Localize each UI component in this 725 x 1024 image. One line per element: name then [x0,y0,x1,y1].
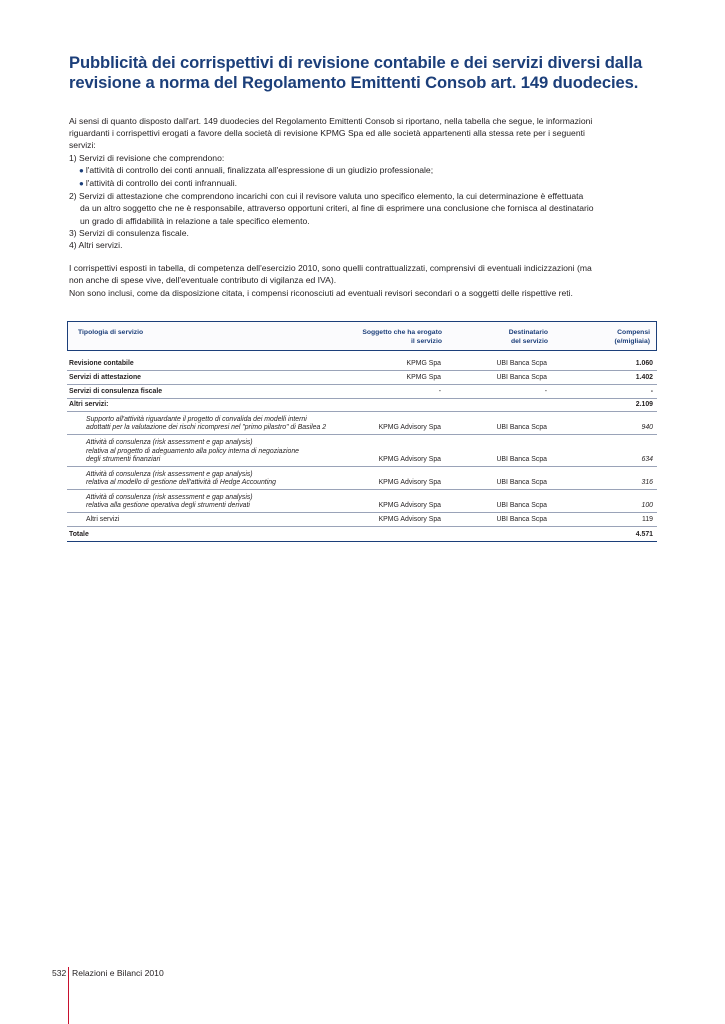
page-footer [52,968,164,978]
cell-destinatario: UBI Banca Scpa [496,479,547,487]
cell-compenso: 316 [641,479,653,487]
cell-destinatario: UBI Banca Scpa [496,516,547,524]
cell-tipologia [69,401,108,409]
cell-soggetto: KPMG Spa [406,374,441,382]
intro-paragraph-line: Ai sensi di quanto disposto dall'art. 149 duodecies del Regolamento Emittenti Consob si riportano, nella tabella che segue, le informazioni [69,116,593,126]
cell-destinatario: UBI Banca Scpa [496,456,547,464]
table-row [67,399,657,412]
cell-tipologia-line: Supporto all'attività riguardante il progetto di convalida dei modelli interni [86,415,307,423]
notes-paragraph-line: I corrispettivi esposti in tabella, di competenza dell'esercizio 2010, sono quelli contrattualizzati, comprensivi di eventuali indicizzazioni (ma [69,263,592,274]
intro-text [69,115,659,299]
cell-tipologia [86,471,386,488]
cell-tipologia-line: relativa al progetto di adeguamento alla policy interna di negoziazione [86,447,299,455]
page-number: 532 [52,968,67,978]
bullet-icon: ● [79,179,84,189]
cell-soggetto: KPMG Advisory Spa [378,424,441,432]
cell-tipologia-line: Servizi di consulenza fiscale [69,388,163,396]
bullet-text: l'attività di controllo dei conti annuali, finalizzata all'espressione di un giudizio professionale; [85,164,434,175]
header-soggetto-line-2: il servizio [411,338,442,345]
header-destinatario [488,328,548,346]
cell-soggetto: - [438,388,441,396]
intro-paragraph-line: servizi: [69,140,96,151]
table-total-row [67,527,657,542]
cell-compenso: 2.109 [635,401,653,409]
cell-tipologia [86,516,386,524]
cell-soggetto: KPMG Spa [406,360,441,368]
header-compensi-line-2: (e/migliaia) [614,338,650,345]
cell-compenso: 940 [641,424,653,432]
list-item-3: 3) Servizi di consulenza fiscale. [69,227,189,238]
table-row [67,371,657,385]
bullet-item [69,164,659,177]
cell-tipologia-line: degli strumenti finanziari [86,456,161,464]
table-row [67,490,657,513]
cell-soggetto: KPMG Advisory Spa [378,502,441,510]
cell-soggetto: KPMG Advisory Spa [378,456,441,464]
table-row [67,513,657,527]
table-body [67,357,657,542]
header-tipologia: Tipologia di servizio [78,329,144,336]
list-item-2-cont: da un altro soggetto che ne è responsabile, attraverso opportuni criteri, al fine di esprimere una conclusione che fornisca al destinatario [80,203,594,214]
cell-tipologia-line: Altri servizi [86,516,120,524]
cell-compenso: 1.060 [635,360,653,368]
header-compensi-line-1: Compensi [617,329,650,336]
cell-tipologia [69,374,141,382]
cell-compenso: 634 [641,456,653,464]
cell-destinatario: UBI Banca Scpa [496,424,547,432]
table-row [67,385,657,399]
cell-tipologia-line: relativa alla gestione operativa degli strumenti derivati [86,502,250,510]
list-item-1: 1) Servizi di revisione che comprendono: [69,152,225,163]
list-item-2-cont: un grado di affidabilità in relazione a tale specifico elemento. [80,215,310,226]
table-row [67,435,657,467]
publication-name: Relazioni e Bilanci 2010 [72,968,164,978]
header-compensi [590,328,650,346]
table-row [67,467,657,490]
cell-tipologia [69,360,134,368]
cell-compenso: 1.402 [635,374,653,382]
header-destinatario-line-1: Destinatario [508,329,548,336]
list-item-4: 4) Altri servizi. [69,240,123,251]
cell-destinatario: UBI Banca Scpa [496,360,547,368]
cell-soggetto: KPMG Advisory Spa [378,479,441,487]
cell-tipologia-line: Altri servizi: [69,401,109,409]
notes-paragraph-line: non anche di spese vive, dell'eventuale contributo di vigilanza ed IVA). [69,275,337,286]
table-row [67,412,657,435]
page-title [69,53,669,93]
list-item-2: 2) Servizi di attestazione che comprendono incarichi con cui il revisore valuta uno specifico elemento, la cui determinazione è effettuata [69,191,584,202]
cell-compenso: 119 [642,516,653,524]
bullet-icon: ● [79,165,84,175]
page-title-line-2: revisione a norma del Regolamento Emittenti Consob art. 149 duodecies. [69,73,639,92]
header-soggetto-line-1: Soggetto che ha erogato [362,329,442,336]
cell-compenso: - [650,388,653,396]
bullet-text: l'attività di controllo dei conti infrannuali. [85,178,238,189]
page-title-line-1: Pubblicità dei corrispettivi di revisione contabile e dei servizi diversi dalla [69,53,643,72]
intro-paragraph-line: riguardanti i corrispettivi erogati a favore della società di revisione KPMG Spa ed alle società appartenenti alla stessa rete per i seguenti [69,128,585,139]
fees-table [67,321,657,542]
cell-compenso: 4.571 [635,531,653,539]
cell-tipologia-line: Attività di consulenza (risk assessment e gap analysis) [86,493,253,501]
cell-tipologia-line: adottatti per la valutazione dei rischi ricompresi nel "primo pilastro" di Basilea 2 [86,424,327,432]
cell-tipologia-line: Revisione contabile [69,360,134,368]
cell-tipologia [69,531,89,539]
cell-tipologia-line: relativa al modello di gestione dell'attività di Hedge Accounting [86,479,276,487]
cell-destinatario: UBI Banca Scpa [496,502,547,510]
cell-destinatario: UBI Banca Scpa [496,374,547,382]
cell-soggetto: KPMG Advisory Spa [378,516,441,524]
cell-tipologia-line: Attività di consulenza (risk assessment e gap analysis) [86,439,253,447]
table-header [67,321,657,351]
table-row [67,357,657,371]
cell-tipologia [86,416,386,433]
bullet-item [69,177,659,190]
cell-tipologia [86,439,386,464]
cell-compenso: 100 [641,502,653,510]
cell-destinatario: - [544,388,547,396]
header-destinatario-line-2: del servizio [510,338,548,345]
cell-tipologia-line: Servizi di attestazione [69,374,141,382]
notes-paragraph-line: Non sono inclusi, come da disposizione citata, i compensi riconosciuti ad eventuali revisori secondari o a soggetti delle rispettive reti. [69,287,573,298]
header-soggetto [358,328,442,346]
cell-tipologia-line: Attività di consulenza (risk assessment e gap analysis) [86,470,253,478]
cell-tipologia-line: Totale [69,531,89,539]
cell-tipologia [86,494,386,511]
footer-rule [68,967,69,1024]
cell-tipologia [69,388,162,396]
